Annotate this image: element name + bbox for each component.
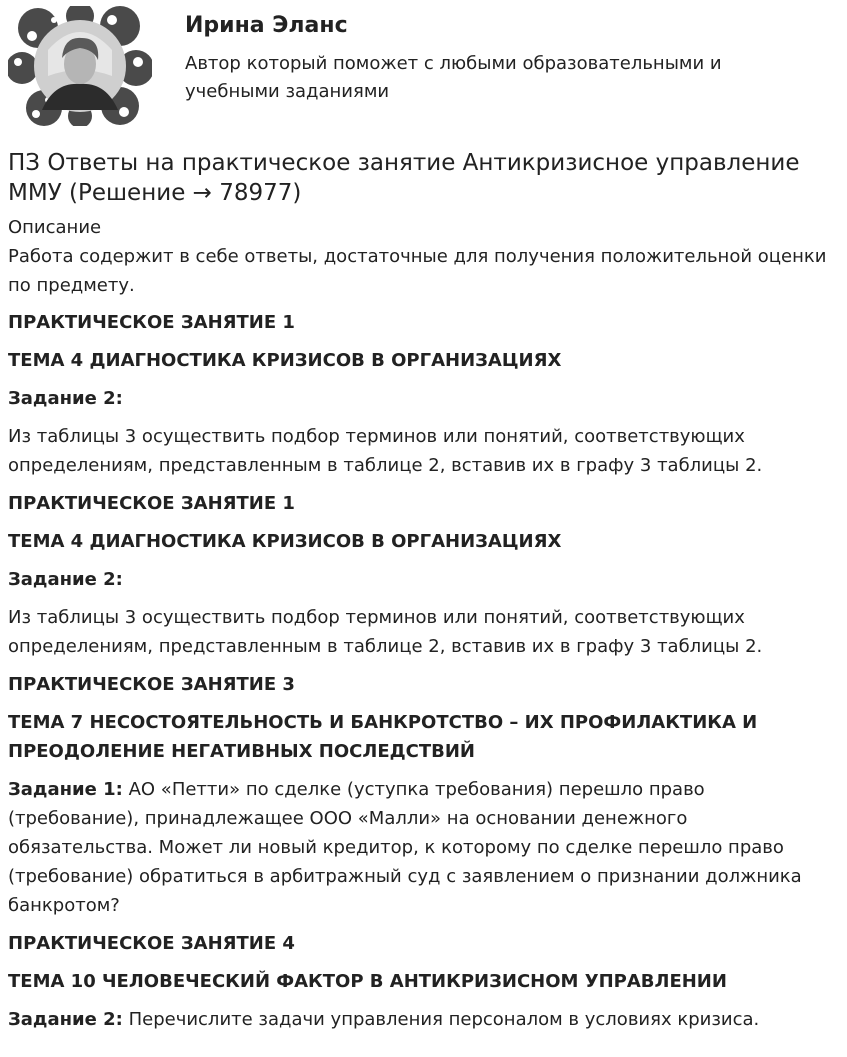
section-heading: ПРАКТИЧЕСКОЕ ЗАНЯТИЕ 1 [8, 493, 295, 514]
task-text: Из таблицы 3 осуществить подбор терминов или понятий, соответствующих определениям, представленным в таблице 2, вставив их в графу 3 таблицы 2. [8, 607, 763, 657]
document-title: ПЗ Ответы на практическое занятие Антикризисное управление ММУ (Решение → 78977) [8, 150, 800, 206]
task-label: Задание 1: [8, 779, 123, 800]
task-heading: Задание 2: [8, 569, 123, 590]
task-text: Перечислите задачи управления персоналом в условиях кризиса. [122, 1009, 760, 1030]
topic-heading: ТЕМА 7 НЕСОСТОЯТЕЛЬНОСТЬ И БАНКРОТСТВО – ИХ ПРОФИЛАКТИКА И ПРЕОДОЛЕНИЕ НЕГАТИВНЫХ ПОСЛЕДСТВИЙ [8, 712, 758, 762]
description-label: Описание [8, 217, 102, 238]
task-label: Задание 2: [8, 1009, 123, 1030]
section-heading: ПРАКТИЧЕСКОЕ ЗАНЯТИЕ 4 [8, 933, 295, 954]
task-text: Из таблицы 3 осуществить подбор терминов или понятий, соответствующих определениям, представленным в таблице 2, вставив их в графу 3 таблицы 2. [8, 426, 763, 476]
author-avatar [8, 6, 152, 126]
section-heading: ПРАКТИЧЕСКОЕ ЗАНЯТИЕ 3 [8, 674, 295, 695]
author-name: Ирина Эланс [185, 13, 348, 38]
author-header [0, 0, 847, 130]
task-text: АО «Петти» по сделке (уступка требования) перешло право (требование), принадлежащее ООО «Малли» на основании денежного обязательства. Может ли новый кредитор, к которому по сделке перешло право (требование) обратиться в арбитражный суд с заявлением о признании должника банкротом? [8, 779, 802, 916]
document-content [8, 148, 838, 1043]
topic-heading: ТЕМА 4 ДИАГНОСТИКА КРИЗИСОВ В ОРГАНИЗАЦИЯХ [8, 350, 562, 371]
topic-heading: ТЕМА 10 ЧЕЛОВЕЧЕСКИЙ ФАКТОР В АНТИКРИЗИСНОМ УПРАВЛЕНИИ [8, 971, 727, 992]
topic-heading: ТЕМА 4 ДИАГНОСТИКА КРИЗИСОВ В ОРГАНИЗАЦИЯХ [8, 531, 562, 552]
author-description: Автор который поможет с любыми образовательными и учебными заданиями [185, 53, 722, 102]
task-paragraph [8, 1005, 838, 1034]
task-paragraph [8, 775, 838, 920]
task-heading: Задание 2: [8, 388, 123, 409]
description-text: Работа содержит в себе ответы, достаточные для получения положительной оценки по предмету. [8, 246, 827, 296]
section-heading: ПРАКТИЧЕСКОЕ ЗАНЯТИЕ 1 [8, 312, 295, 333]
